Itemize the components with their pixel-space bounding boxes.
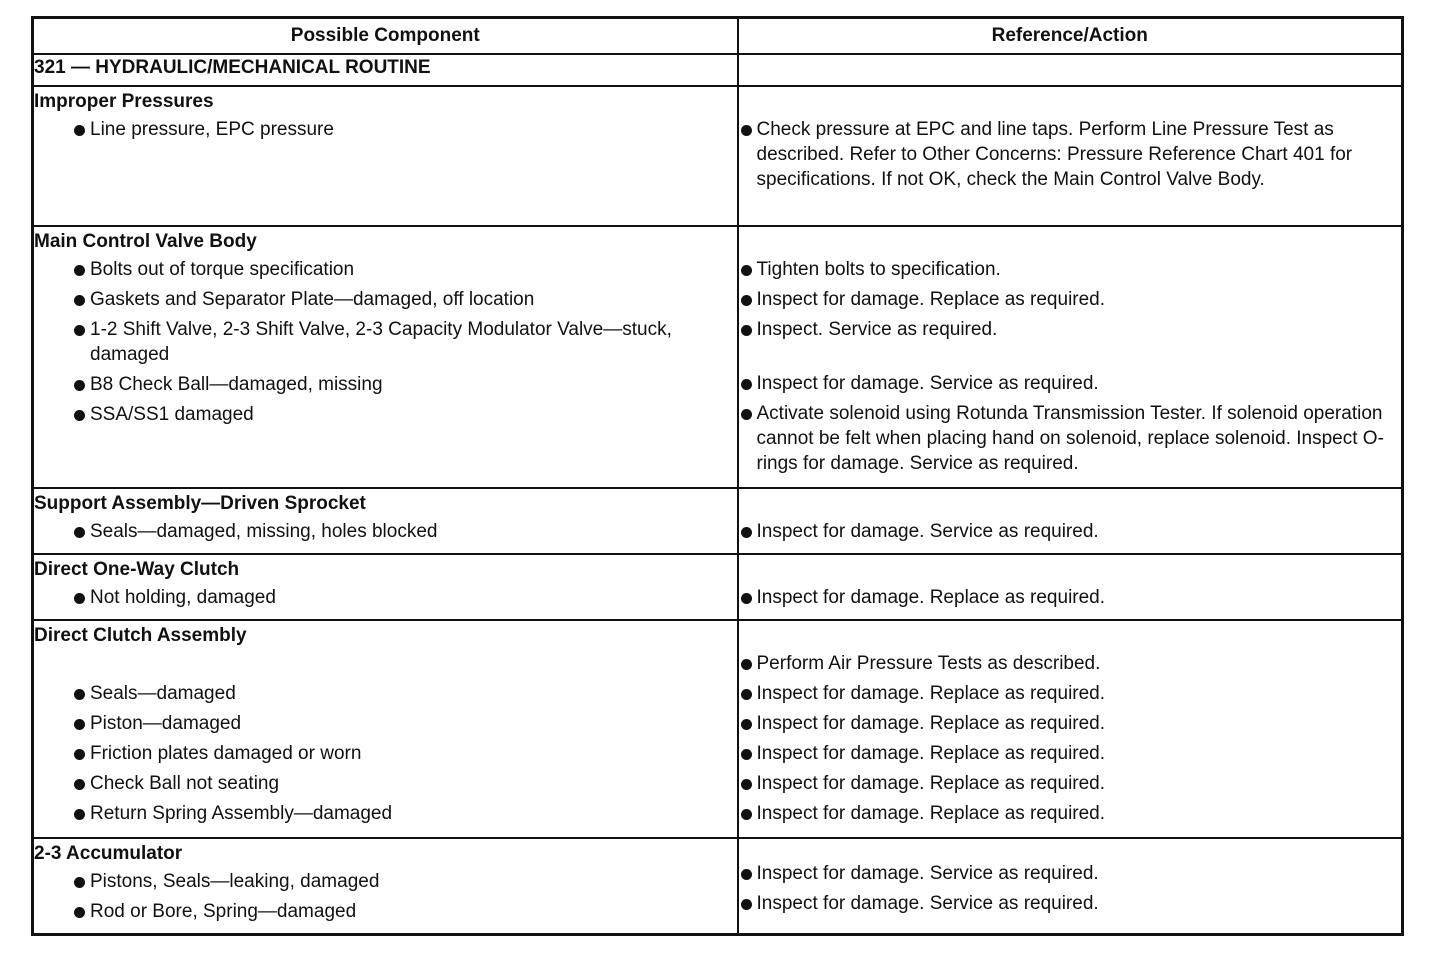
action-text: Tighten bolts to specification.	[756, 259, 1001, 280]
group-heading: Main Control Valve Body	[34, 231, 257, 252]
group-heading: Improper Pressures	[34, 91, 214, 112]
bullet-icon	[74, 125, 85, 136]
bullet-icon	[741, 379, 752, 390]
bullet-icon	[74, 295, 85, 306]
component-text: Gaskets and Separator Plate—damaged, off location	[90, 289, 535, 310]
bullet-icon	[741, 779, 752, 790]
component-cell	[33, 488, 738, 554]
action-item	[739, 651, 1402, 676]
action-text: Inspect for damage. Replace as required.	[756, 773, 1106, 794]
bullet-icon	[741, 719, 752, 730]
action-item	[739, 741, 1402, 766]
action-text: Inspect for damage. Service as required.	[756, 521, 1099, 542]
routine-action-empty	[738, 54, 1403, 86]
bullet-icon	[74, 779, 85, 790]
component-item	[34, 681, 737, 706]
action-cell	[738, 554, 1403, 620]
bullet-icon	[74, 325, 85, 336]
component-item	[34, 771, 737, 796]
component-text: 1-2 Shift Valve, 2-3 Shift Valve, 2-3 Capacity Modulator Valve—stuck, damaged	[90, 319, 672, 365]
component-item	[34, 372, 737, 397]
group-row-improper-pressures	[33, 86, 1403, 226]
bullet-icon	[741, 593, 752, 604]
component-cell	[33, 86, 738, 226]
action-text: Perform Air Pressure Tests as described.	[756, 653, 1101, 674]
bullet-icon	[74, 749, 85, 760]
bullet-icon	[74, 380, 85, 391]
component-item	[34, 287, 737, 312]
group-row-direct-clutch-assembly	[33, 620, 1403, 838]
component-text: Line pressure, EPC pressure	[90, 119, 334, 140]
action-item	[739, 711, 1402, 736]
bullet-icon	[74, 719, 85, 730]
bullet-icon	[74, 907, 85, 918]
component-text: Rod or Bore, Spring—damaged	[90, 901, 357, 922]
component-item	[34, 317, 737, 367]
component-item	[34, 257, 737, 282]
action-cell	[738, 620, 1403, 838]
header-possible-component: Possible Component	[33, 18, 738, 55]
action-item	[739, 287, 1402, 312]
action-cell	[738, 488, 1403, 554]
action-cell	[738, 86, 1403, 226]
component-item	[34, 801, 737, 826]
action-text: Check pressure at EPC and line taps. Perform Line Pressure Test as described. Refer to Other Concerns: Pressure Reference Chart 401 for specifications. If not OK, check the Main Control Valve Body.	[756, 119, 1353, 190]
action-item	[739, 401, 1402, 476]
bullet-icon	[741, 749, 752, 760]
bullet-icon	[741, 295, 752, 306]
action-text: Inspect for damage. Replace as required.	[756, 803, 1106, 824]
bullet-icon	[74, 877, 85, 888]
routine-title: 321 — HYDRAULIC/MECHANICAL ROUTINE	[33, 54, 738, 86]
bullet-icon	[741, 125, 752, 136]
bullet-icon	[74, 689, 85, 700]
group-row-support-assembly	[33, 488, 1403, 554]
bullet-icon	[74, 809, 85, 820]
action-item	[739, 861, 1402, 886]
component-text: Seals—damaged	[90, 683, 236, 704]
action-text: Activate solenoid using Rotunda Transmission Tester. If solenoid operation cannot be felt when placing hand on solenoid, replace solenoid. Inspect O-rings for damage. Service as required.	[756, 403, 1384, 474]
component-text: Bolts out of torque specification	[90, 259, 355, 280]
bullet-icon	[741, 659, 752, 670]
component-cell	[33, 838, 738, 934]
component-text: Piston—damaged	[90, 713, 242, 734]
component-item	[34, 711, 737, 736]
action-item	[739, 257, 1402, 282]
action-text: Inspect for damage. Replace as required.	[756, 743, 1106, 764]
action-item	[739, 801, 1402, 826]
group-row-main-control-valve-body	[33, 226, 1403, 488]
action-item	[739, 585, 1402, 610]
component-text: Return Spring Assembly—damaged	[90, 803, 393, 824]
action-text: Inspect. Service as required.	[756, 319, 998, 340]
action-item	[739, 371, 1402, 396]
component-text: Check Ball not seating	[90, 773, 280, 794]
action-text: Inspect for damage. Replace as required.	[756, 683, 1106, 704]
action-item	[739, 771, 1402, 796]
component-item	[34, 402, 737, 427]
bullet-icon	[741, 899, 752, 910]
bullet-icon	[741, 325, 752, 336]
component-cell	[33, 620, 738, 838]
component-item	[34, 741, 737, 766]
component-text: B8 Check Ball—damaged, missing	[90, 374, 383, 395]
header-row	[33, 18, 1403, 55]
action-item	[739, 317, 1402, 342]
bullet-icon	[74, 410, 85, 421]
component-text: Seals—damaged, missing, holes blocked	[90, 521, 438, 542]
group-heading: 2-3 Accumulator	[34, 843, 183, 864]
header-reference-action: Reference/Action	[738, 18, 1403, 55]
action-text: Inspect for damage. Replace as required.	[756, 587, 1106, 608]
component-item	[34, 585, 737, 610]
group-heading: Support Assembly—Driven Sprocket	[34, 493, 366, 514]
bullet-icon	[741, 809, 752, 820]
group-row-direct-one-way-clutch	[33, 554, 1403, 620]
component-item	[34, 519, 737, 544]
component-item	[34, 899, 737, 924]
action-cell	[738, 838, 1403, 934]
component-text: Pistons, Seals—leaking, damaged	[90, 871, 380, 892]
action-text: Inspect for damage. Service as required.	[756, 373, 1099, 394]
component-text: SSA/SS1 damaged	[90, 404, 254, 425]
component-item	[34, 869, 737, 894]
action-text: Inspect for damage. Replace as required.	[756, 289, 1106, 310]
bullet-icon	[741, 409, 752, 420]
bullet-icon	[741, 689, 752, 700]
action-item	[739, 117, 1402, 192]
action-item	[739, 891, 1402, 916]
component-cell	[33, 226, 738, 488]
bullet-icon	[74, 527, 85, 538]
bullet-icon	[74, 265, 85, 276]
bullet-icon	[74, 593, 85, 604]
component-text: Friction plates damaged or worn	[90, 743, 362, 764]
action-item	[739, 519, 1402, 544]
group-heading: Direct Clutch Assembly	[34, 625, 247, 646]
action-text: Inspect for damage. Service as required.	[756, 893, 1099, 914]
bullet-icon	[741, 527, 752, 538]
bullet-icon	[741, 869, 752, 880]
action-cell	[738, 226, 1403, 488]
group-row-2-3-accumulator	[33, 838, 1403, 934]
component-item	[34, 117, 737, 142]
group-heading: Direct One-Way Clutch	[34, 559, 240, 580]
component-text: Not holding, damaged	[90, 587, 276, 608]
action-text: Inspect for damage. Replace as required.	[756, 713, 1106, 734]
routine-row	[33, 54, 1403, 86]
component-cell	[33, 554, 738, 620]
diagnosis-chart	[31, 16, 1404, 936]
bullet-icon	[741, 265, 752, 276]
action-text: Inspect for damage. Service as required.	[756, 863, 1099, 884]
action-item	[739, 681, 1402, 706]
